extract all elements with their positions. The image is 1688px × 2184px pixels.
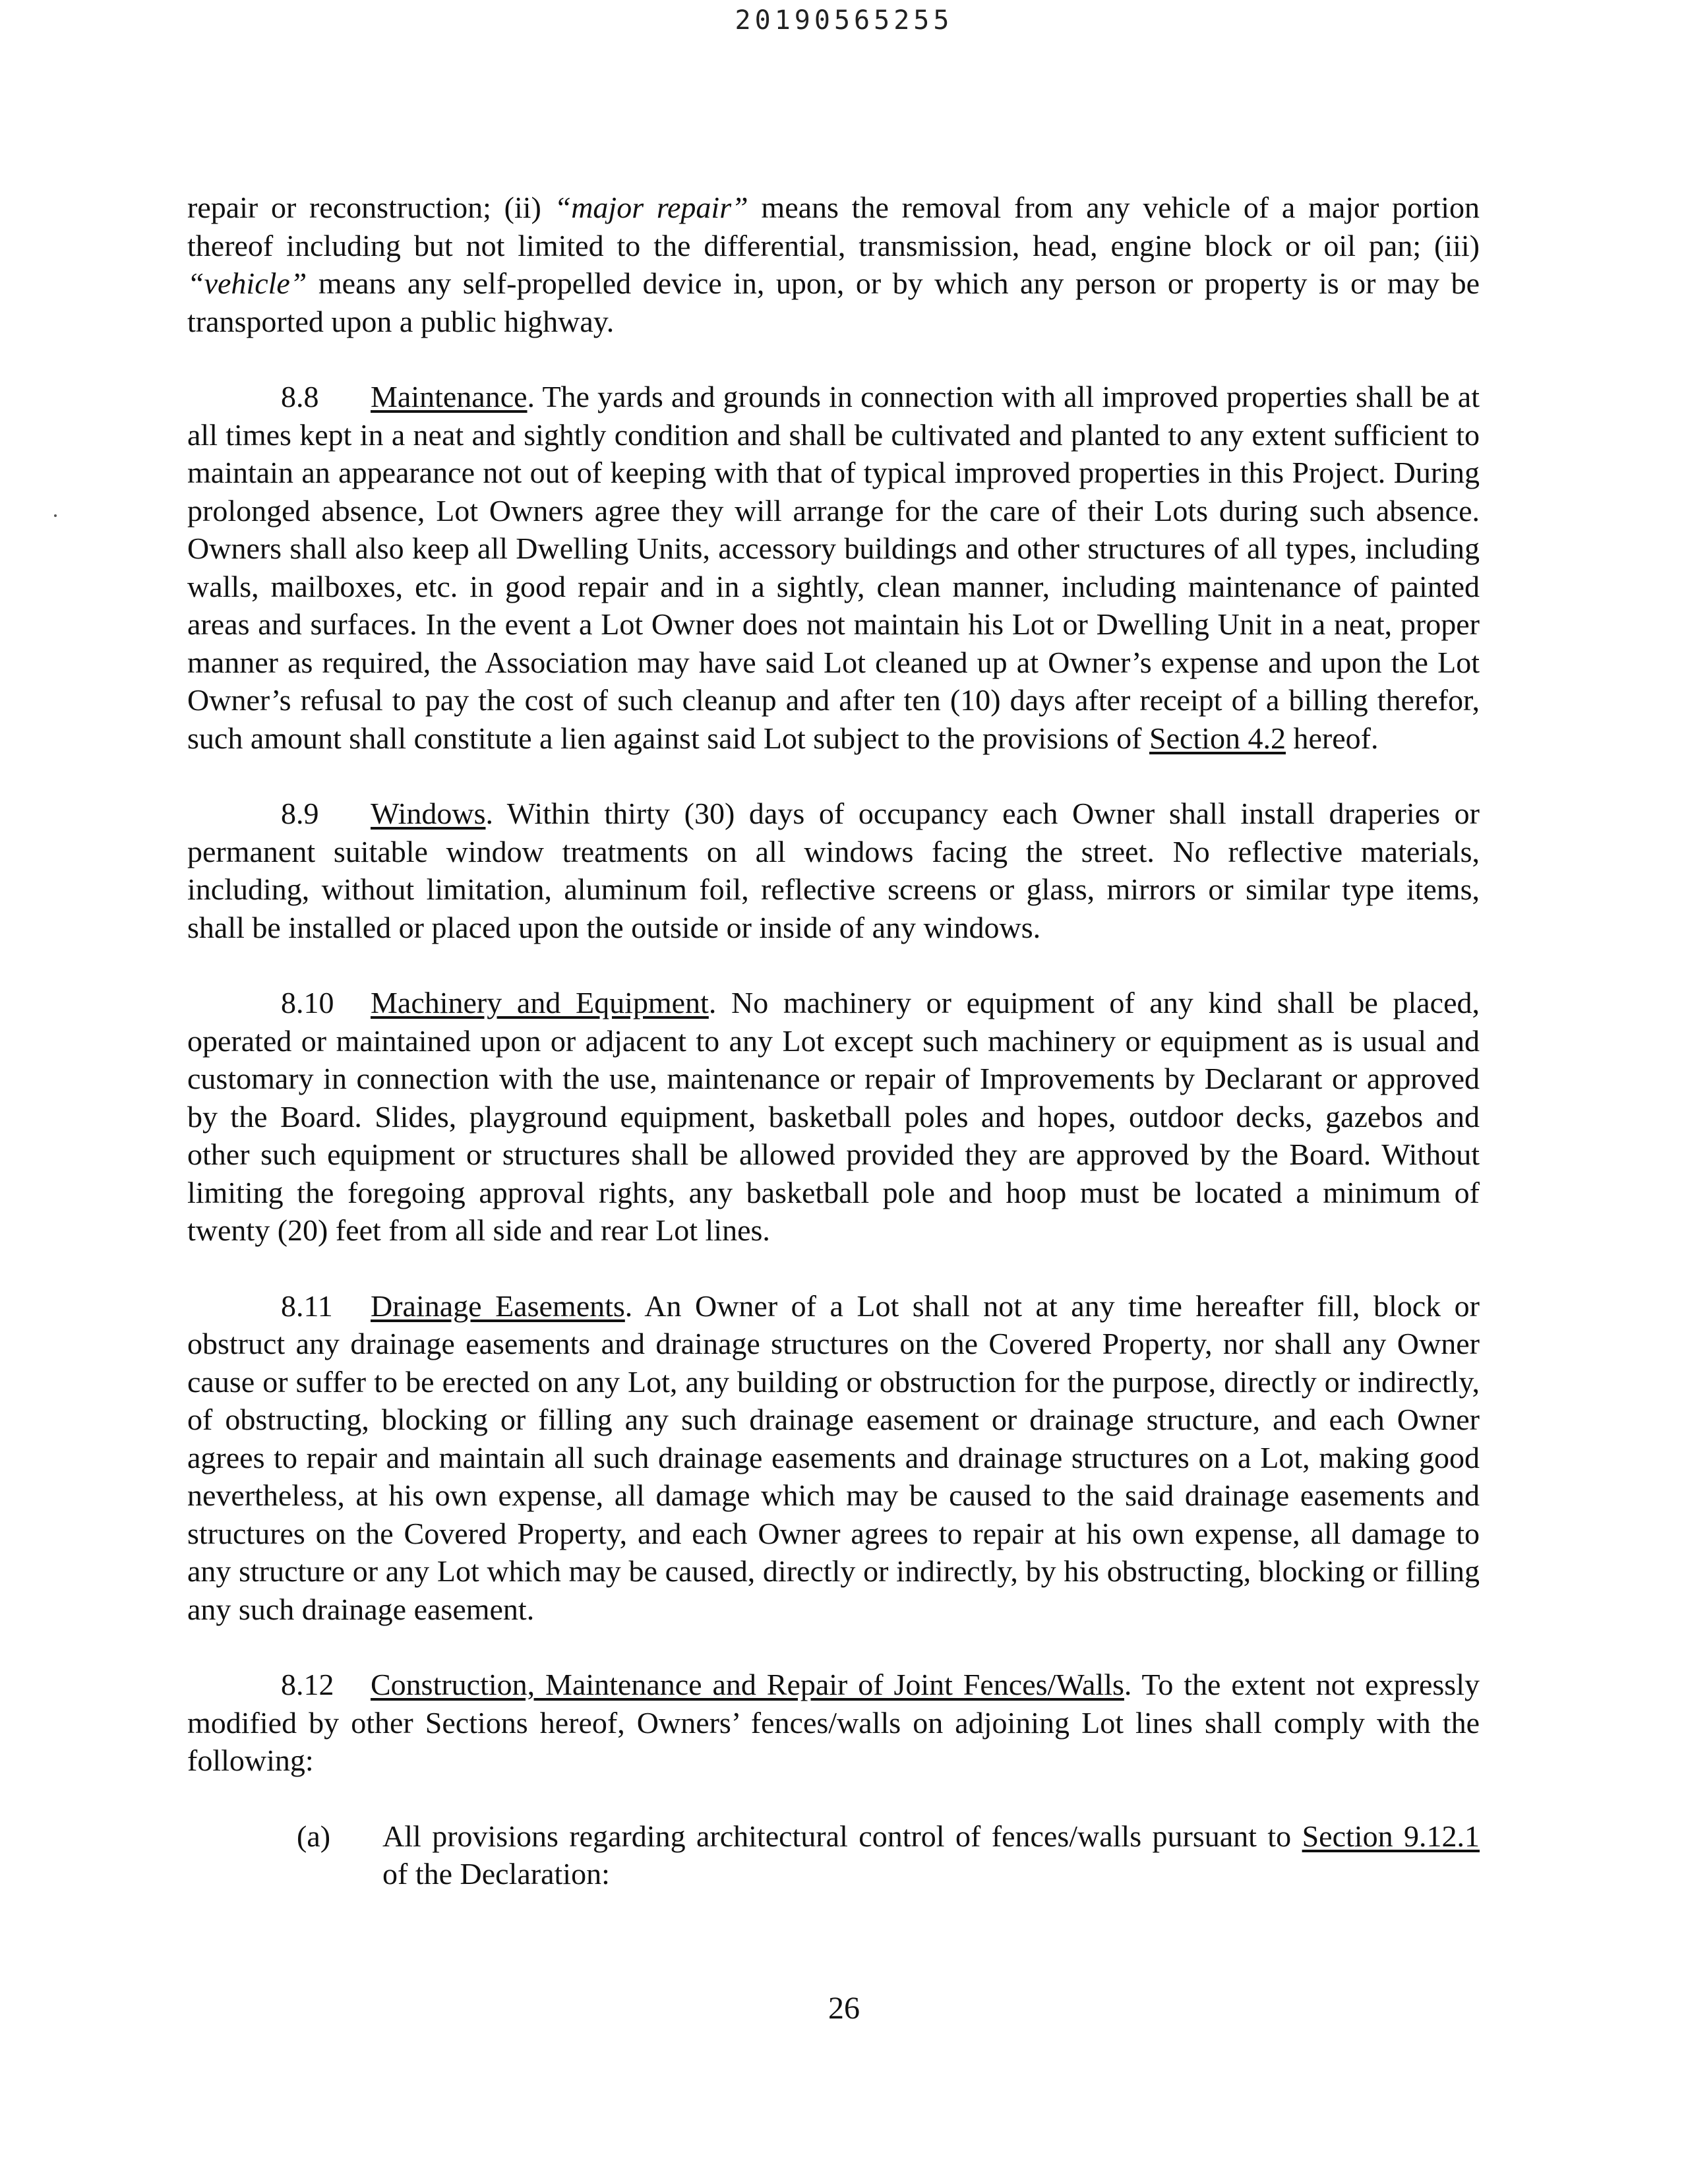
section-number: 8.11 — [281, 1289, 333, 1323]
subitem-text: All provisions regarding architectural control of fences/walls pursuant to — [382, 1819, 1302, 1853]
subitem-text-end: of the Declaration: — [382, 1857, 610, 1891]
term-major-repair: “major repair” — [554, 191, 748, 224]
section-body: . An Owner of a Lot shall not at any time hereafter fill, block or obstruct any drainage easements and drainage structures on the Covered Property, nor shall any Owner cause or suffer to be erected on any Lot, any building or obstruction for the purpose, directly or indirectly, of obstructing, blocking or filling any such drainage easement or drainage structure, and each Owner agrees to repair and maintain all such drainage easements and drainage structures on a Lot, making good nevertheless, at his own expense, all damage which may be caused to the said drainage easements and structures on the Covered Property, and each Owner agrees to repair at his own expense, all damage to any structure or any Lot which may be caused, directly or indirectly, by his obstructing, blocking or filling any such drainage easement. — [187, 1289, 1480, 1626]
subitem-reference: Section 9.12.1 — [1302, 1819, 1480, 1853]
document-body — [187, 189, 1480, 1893]
section-reference: Section 4.2 — [1149, 721, 1286, 755]
section-body: . To the extent not expressly modified by other Sections hereof, Owners’ fences/walls on adjoining Lot lines shall comply with the following: — [187, 1668, 1480, 1777]
section-number: 8.10 — [281, 986, 334, 1019]
section-8-9 — [187, 795, 1480, 946]
section-title: Maintenance — [371, 380, 528, 413]
section-body: . Within thirty (30) days of occupancy each Owner shall install draperies or permanent suitable window treatments on all windows facing the street. No reflective materials, including, without limitation, aluminum foil, reflective screens or glass, mirrors or similar type items, shall be installed or placed upon the outside or inside of any windows. — [187, 797, 1480, 944]
section-number: 8.9 — [281, 797, 319, 830]
section-8-10 — [187, 984, 1480, 1250]
section-body: . No machinery or equipment of any kind shall be placed, operated or maintained upon or adjacent to any Lot except such machinery or equipment as is usual and customary in connection with the use, maintenance or repair of Improvements by Declarant or approved by the Board. Slides, playground equipment, basketball poles and hopes, outdoor decks, gazebos and other such equipment or structures shall be allowed provided they are approved by the Board. Without limiting the foregoing approval rights, any basketball pole and hoop must be located a minimum of twenty (20) feet from all side and rear Lot lines. — [187, 986, 1480, 1247]
subitem-a — [187, 1817, 1480, 1893]
subitem-label: (a) — [297, 1819, 331, 1853]
document-number: 20190565255 — [735, 5, 953, 36]
intro-text-3: means any self-propelled device in, upon, or by which any person or property is or may be transported upon a public highway. — [187, 266, 1480, 338]
term-vehicle: “vehicle” — [187, 266, 307, 300]
intro-text-2: means the removal from any vehicle of a major portion thereof including but not limited to the differential, transmission, head, engine block or oil pan; (iii) — [187, 191, 1480, 262]
page-number: 26 — [828, 1991, 860, 2026]
section-number: 8.12 — [281, 1668, 334, 1701]
section-title: Drainage Easements — [371, 1289, 625, 1323]
intro-paragraph — [187, 189, 1480, 340]
section-8-12 — [187, 1666, 1480, 1780]
section-title: Machinery and Equipment — [371, 986, 709, 1019]
section-title: Windows — [371, 797, 486, 830]
scan-speck — [54, 514, 57, 517]
section-8-11 — [187, 1287, 1480, 1629]
section-8-8 — [187, 378, 1480, 757]
section-number: 8.8 — [281, 380, 319, 413]
intro-text-1: repair or reconstruction; (ii) — [187, 191, 555, 224]
section-body-end: hereof. — [1285, 721, 1379, 755]
section-title: Construction, Maintenance and Repair of Joint Fences/Walls — [371, 1668, 1124, 1701]
section-body: . The yards and grounds in connection with all improved properties shall be at all times kept in a neat and sightly condition and shall be cultivated and planted to any extent sufficient to maintain an appearance not out of keeping with that of typical improved properties in this Project. During prolonged absence, Lot Owners agree they will arrange for the care of their Lots during such absence. Owners shall also keep all Dwelling Units, accessory buildings and other structures of all types, including walls, mailboxes, etc. in good repair and in a sightly, clean manner, including maintenance of painted areas and surfaces. In the event a Lot Owner does not maintain his Lot or Dwelling Unit in a neat, proper manner as required, the Association may have said Lot cleaned up at Owner’s expense and upon the Lot Owner’s refusal to pay the cost of such cleanup and after ten (10) days after receipt of a billing therefor, such amount shall constitute a lien against said Lot subject to the provisions of — [187, 380, 1480, 755]
